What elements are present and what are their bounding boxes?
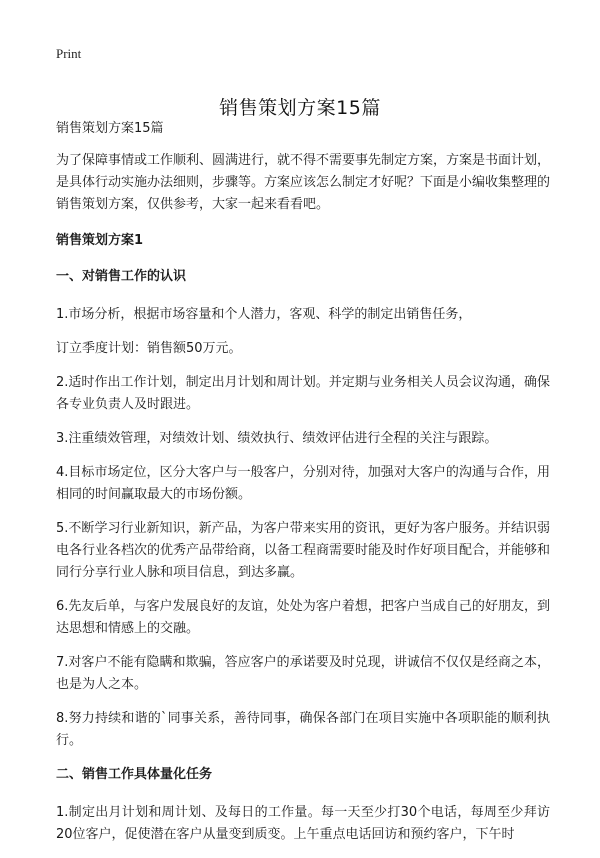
list-item: 6.先友后单，与客户发展良好的友谊，处处为客户着想，把客户当成自己的好朋友，到达思想和情感上的交融。 bbox=[56, 599, 550, 636]
list-item: 5.不断学习行业新知识，新产品，为客户带来实用的资讯，更好为客户服务。并结识弱电各行业各档次的优秀产品带给商，以备工程商需要时能及时作好项目配合，并能够和同行分享行业人脉和项目信息，到达多赢。 bbox=[56, 521, 551, 580]
list-item: 1.制定出月计划和周计划、及每日的工作量。每一天至少打30个电话，每周至少拜访20位客户，促使潜在客户从量变到质变。上午重点电话回访和预约客户，下午时 bbox=[56, 805, 550, 842]
section-heading-2: 二、销售工作具体量化任务 bbox=[56, 767, 213, 782]
list-item: 4.目标市场定位，区分大客户与一般客户，分别对待，加强对大客户的沟通与合作，用相同的时间赢取最大的市场份额。 bbox=[56, 465, 550, 502]
document-title: 销售策划方案15篇 bbox=[219, 96, 381, 119]
list-item: 7.对客户不能有隐瞒和欺骗，答应客户的承诺要及时兑现，讲诚信不仅仅是经商之本，也是为人之本。 bbox=[56, 655, 550, 692]
list-item: 8.努力持续和谐的`同事关系，善待同事，确保各部门在项目实施中各项职能的顺利执行。 bbox=[56, 711, 550, 748]
list-item: 订立季度计划：销售额50万元。 bbox=[56, 341, 242, 356]
intro-paragraph: 为了保障事情或工作顺利、圆满进行，就不得不需要事先制定方案，方案是书面计划，是具体行动实施办法细则，步骤等。方案应该怎么制定才好呢？下面是小编收集整理的销售策划方案，仅供参考，大家一起来看看吧。 bbox=[56, 153, 551, 212]
list-item: 3.注重绩效管理，对绩效计划、绩效执行、绩效评估进行全程的关注与跟踪。 bbox=[56, 431, 498, 446]
document-body bbox=[56, 118, 550, 858]
document-subtitle: 销售策划方案15篇 bbox=[56, 121, 164, 136]
section-heading-1: 一、对销售工作的认识 bbox=[56, 269, 187, 284]
list-item: 1.市场分析，根据市场容量和个人潜力，客观、科学的制定出销售任务， bbox=[56, 307, 472, 322]
list-item: 2.适时作出工作计划，制定出月计划和周计划。并定期与业务相关人员会议沟通，确保各专业负责人及时跟进。 bbox=[56, 375, 550, 412]
print-link[interactable]: Print bbox=[56, 46, 82, 61]
plan-heading: 销售策划方案1 bbox=[56, 233, 144, 248]
